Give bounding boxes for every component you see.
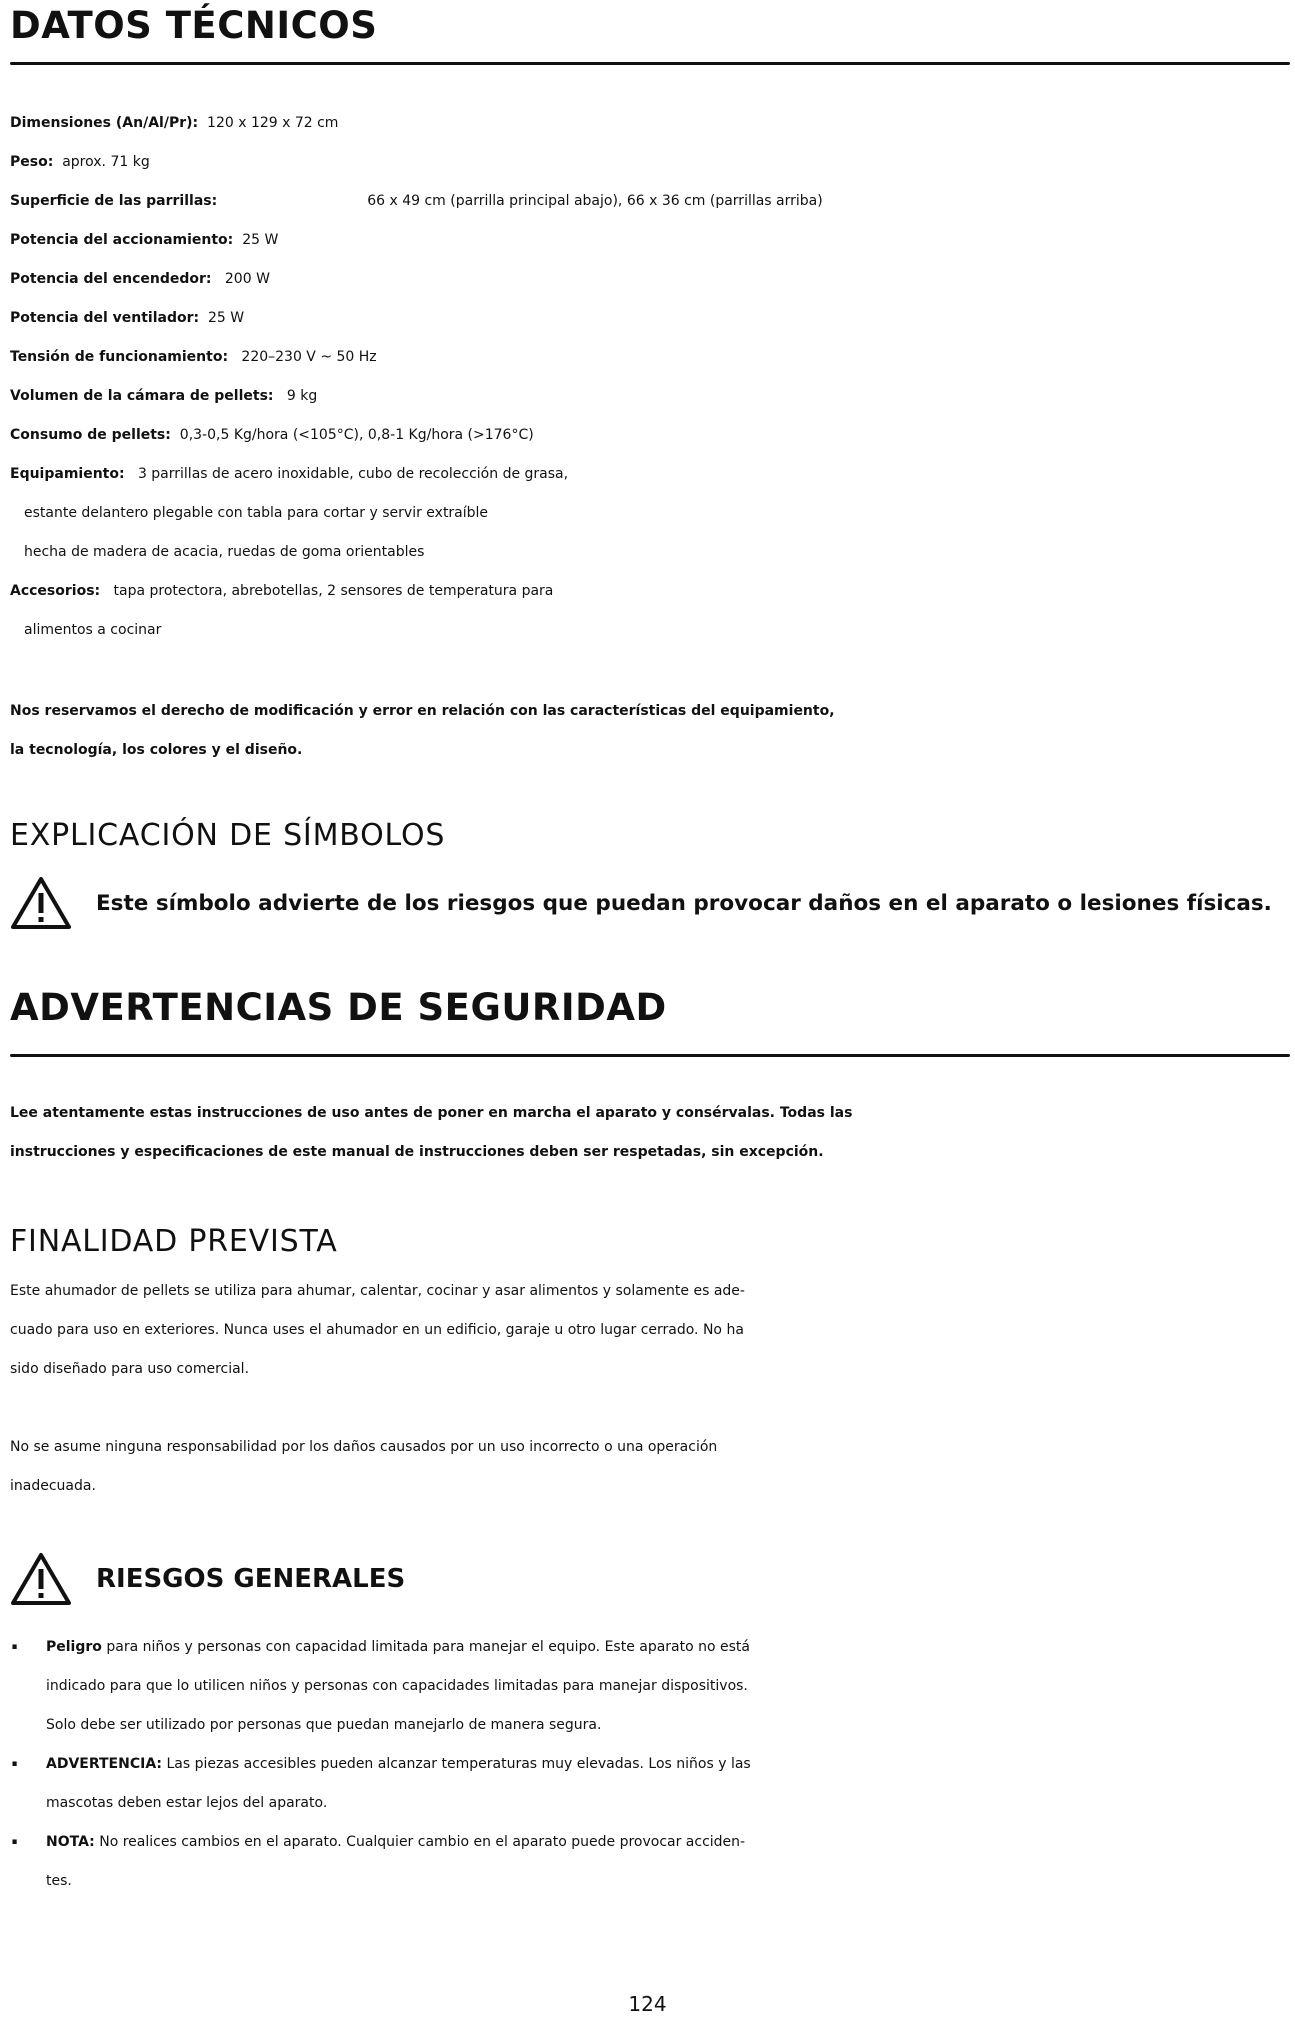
list-item: · Peligro para niños y personas con capacidad limitada para manejar el equipo. Este aparato no está indicado para que lo utilicen niños y personas con capacidades limitadas para manejar dispositivos. Solo debe ser utilizado por personas que puedan manejarlo de manera segura. — [10, 1628, 1290, 1745]
warning-triangle-icon — [10, 876, 72, 930]
spec-accessories: Accesorios: tapa protectora, abrebotellas, 2 sensores de temperatura para — [10, 583, 554, 599]
section-rule — [10, 1054, 1290, 1057]
spec-voltage: Tensión de funcionamiento: 220–230 V ~ 50 Hz — [10, 349, 377, 365]
list-item: · NOTA: No realices cambios en el aparato. Cualquier cambio en el aparato puede provocar acciden- tes. — [10, 1823, 1290, 1901]
list-item: · ADVERTENCIA: Las piezas accesibles pueden alcanzar temperaturas muy elevadas. Los niños y las mascotas deben estar lejos del aparato. — [10, 1745, 1290, 1823]
risks-list — [10, 1628, 1290, 1901]
spec-fan-power: Potencia del ventilador: 25 W — [10, 310, 245, 326]
symbol-explanation-row — [10, 876, 1290, 930]
spec-dimensions: Dimensiones (An/Al/Pr): 120 x 129 x 72 cm — [10, 115, 339, 131]
spec-list — [10, 104, 1280, 650]
spec-equipment-cont-1: estante delantero plegable con tabla para cortar y servir extraíble — [24, 505, 489, 521]
warning-symbol-text: Este símbolo advierte de los riesgos que puedan provocar daños en el aparato o lesiones físicas. — [96, 890, 1272, 916]
spec-igniter-power: Potencia del encendedor: 200 W — [10, 271, 270, 287]
spec-drive-power: Potencia del accionamiento: 25 W — [10, 232, 279, 248]
spec-grill-surface: Superficie de las parrillas: 66 x 49 cm (parrilla principal abajo), 66 x 36 cm (parrillas arriba) — [10, 193, 823, 209]
section-title-safety: ADVERTENCIAS DE SEGURIDAD — [10, 986, 667, 1029]
spec-equipment-cont-2: hecha de madera de acacia, ruedas de goma orientables — [24, 544, 425, 560]
spec-pellet-volume: Volumen de la cámara de pellets: 9 kg — [10, 388, 318, 404]
section-title-symbols: EXPLICACIÓN DE SÍMBOLOS — [10, 818, 446, 853]
spec-weight: Peso: aprox. 71 kg — [10, 154, 150, 170]
spec-pellet-consumption: Consumo de pellets: 0,3-0,5 Kg/hora (<105°C), 0,8-1 Kg/hora (>176°C) — [10, 427, 534, 443]
purpose-paragraph-2: No se asume ninguna responsabilidad por los daños causados por un uso incorrecto o una operación inadecuada. — [10, 1439, 718, 1494]
spec-equipment: Equipamiento: 3 parrillas de acero inoxidable, cubo de recolección de grasa, — [10, 466, 569, 482]
section-title-technical: DATOS TÉCNICOS — [10, 4, 378, 47]
section-rule — [10, 62, 1290, 65]
spec-accessories-cont: alimentos a cocinar — [24, 622, 162, 638]
section-title-risks: RIESGOS GENERALES — [96, 1563, 406, 1594]
page-number: 124 — [628, 1992, 667, 2016]
safety-intro: Lee atentamente estas instrucciones de uso antes de poner en marcha el aparato y consérvalas. Todas las instrucciones y especificaciones de este manual de instrucciones deben ser respetadas, sin excepción. — [10, 1105, 853, 1160]
disclaimer: Nos reservamos el derecho de modificación y error en relación con las características del equipamiento, la tecnología, los colores y el diseño. — [10, 703, 835, 758]
warning-triangle-icon — [10, 1552, 72, 1606]
section-title-purpose: FINALIDAD PREVISTA — [10, 1224, 338, 1259]
purpose-paragraph-1: Este ahumador de pellets se utiliza para ahumar, calentar, cocinar y asar alimentos y solamente es ade- cuado para uso en exteriores. Nunca uses el ahumador en un edificio, garaje u otro lugar cerrado. No ha sido diseñado para uso comercial. — [10, 1283, 745, 1377]
risks-heading-row — [10, 1552, 405, 1606]
